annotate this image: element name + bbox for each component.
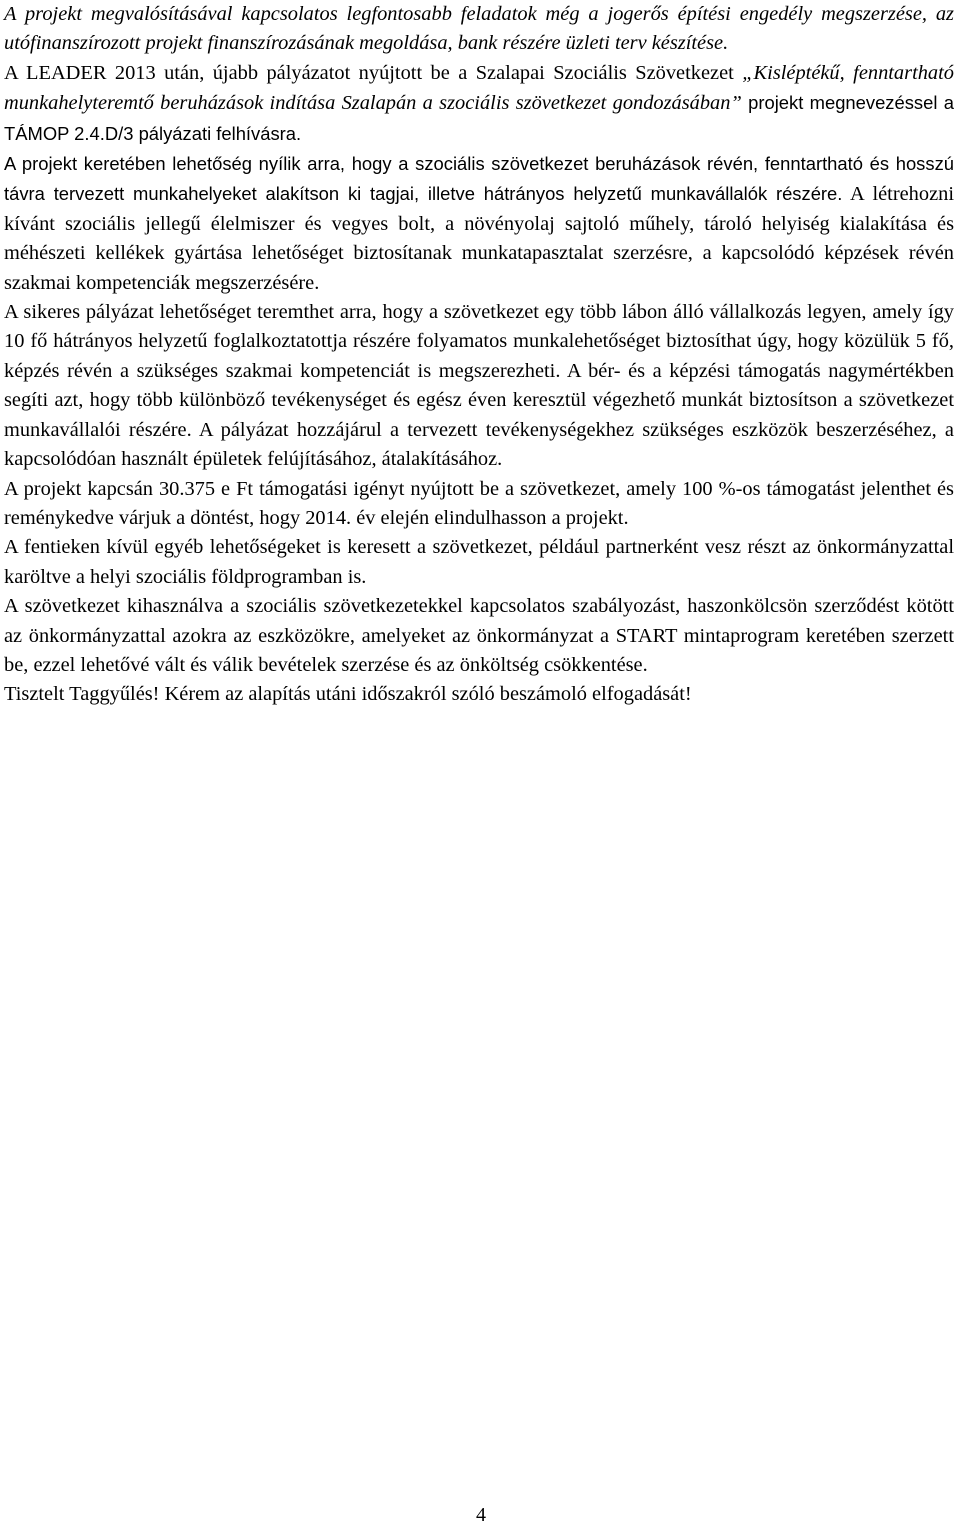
text-segment: A projekt megvalósításával kapcsolatos legfontosabb feladatok még a jogerős építési engedély megszerzése, az utófinanszírozott projekt finanszírozásának megoldása, bank részére üzleti terv készítése. xyxy=(4,3,954,55)
paragraph-loan-agreement xyxy=(4,592,954,680)
paragraph-project-tasks xyxy=(4,0,954,59)
paragraph-closing-request xyxy=(4,680,954,709)
paragraph-leader-application xyxy=(4,59,954,149)
paragraph-successful-application xyxy=(4,298,954,474)
text-segment: Tisztelt Taggyűlés! Kérem az alapítás utáni időszakról szóló beszámoló elfogadását! xyxy=(4,683,692,706)
text-segment: A LEADER 2013 után, újabb pályázatot nyújtott be a Szalapai Szociális Szövetkezet xyxy=(4,61,743,84)
text-segment: A szövetkezet kihasználva a szociális szövetkezetekkel kapcsolatos szabályozást, haszonkölcsön szerződést kötött az önkormányzattal azokra az eszközökre, amelyeket az önkormányzat a START mintaprogram keretében szerzett be, ezzel lehetővé vált és válik bevételek szerzése és az önköltség csökkentése. xyxy=(4,595,954,676)
page-number: 4 xyxy=(476,1504,486,1526)
text-segment: A projekt kapcsán 30.375 e Ft támogatási igényt nyújtott be a szövetkezet, amely 100 %-os támogatást jelenthet és reménykedve várjuk a döntést, hogy 2014. év elején elindulhasson a projekt. xyxy=(4,477,954,529)
paragraph-project-scope xyxy=(4,149,954,298)
paragraph-funding-request xyxy=(4,475,954,534)
text-segment: A sikeres pályázat lehetőséget teremthet arra, hogy a szövetkezet egy több lábon álló vállalkozás legyen, amely így 10 fő hátrányos helyzetű foglalkoztatottja részére folyamatos munkalehetőséget biztosíthat úgy, hogy közülük 5 fő, képzés révén a szükséges szakmai kompetenciát is megszerezheti. A bér- és a képzési támogatás nagymértékben segíti azt, hogy több különböző tevékenységet és egész éven keresztül végezhető munkát biztosítson a szövetkezet munkavállalói részére. A pályázat hozzájárul a tervezett tevékenységekhez szükséges eszközök beszerzéséhez, a kapcsolódóan használt épületek felújításához, átalakításához. xyxy=(4,301,954,471)
document-page xyxy=(4,0,954,1537)
paragraph-other-opportunities xyxy=(4,533,954,592)
text-segment: projekt megnevezéssel a TÁMOP 2.4.D/3 pályázati felhívásra. xyxy=(4,92,954,144)
text-segment: A projekt keretében lehetőség nyílik arra, hogy a szociális szövetkezet beruházások révén, fenntartható és hosszú távra tervezett munkahelyeket alakítson ki tagjai, illetve hátrányos helyzetű munkavállalók részére. xyxy=(4,153,954,205)
text-segment: A létrehozni kívánt szociális jellegű élelmiszer és vegyes bolt, a növényolaj sajtoló műhely, tároló helyiség kialakítása és méhészeti kellékek gyártása lehetőséget biztosítanak munkatapasztalat szerzésre, a kapcsolódó képzések révén szakmai kompetenciák megszerzésére. xyxy=(4,183,954,294)
text-segment: A fentieken kívül egyéb lehetőségeket is keresett a szövetkezet, például partnerként vesz részt az önkormányzattal karöltve a helyi szociális földprogramban is. xyxy=(4,536,954,588)
project-title-italic: „Kisléptékű, fenntartható munkahelyteremtő beruházások indítása Szalapán a szociális szövetkezet gondozásában” xyxy=(4,61,954,115)
